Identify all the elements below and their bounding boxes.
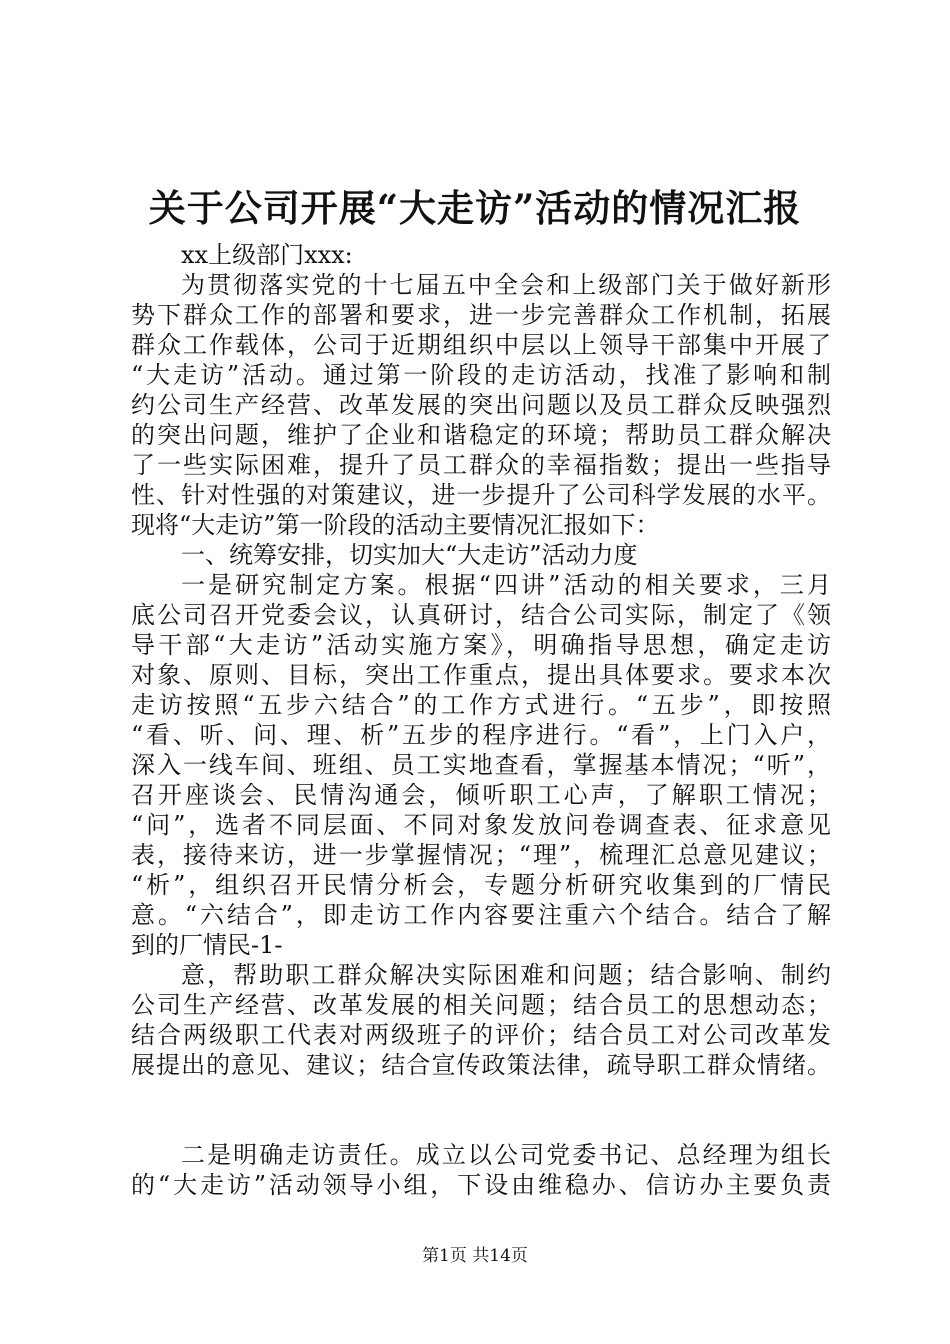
paragraph-line: 走访按照“五步六结合”的工作方式进行。“五步”，即按照 (131, 691, 831, 719)
paragraph-line: “看、听、问、理、析”五步的程序进行。“看”，上门入户， (131, 721, 831, 749)
paragraph-line: 二是明确走访责任。成立以公司党委书记、总经理为组长 (181, 1141, 831, 1169)
paragraph-line: 意，帮助职工群众解决实际困难和问题；结合影响、制约 (181, 961, 831, 989)
salutation: xx上级部门xxx: (181, 241, 353, 269)
paragraph-line: 性、针对性强的对策建议，进一步提升了公司科学发展的水平。 (131, 481, 831, 509)
paragraph-line: 意。“六结合”，即走访工作内容要注重六个结合。结合了解 (131, 901, 831, 929)
paragraph-line: 深入一线车间、班组、员工实地查看，掌握基本情况；“听”， (131, 751, 831, 779)
paragraph-line: 现将“大走访”第一阶段的活动主要情况汇报如下： (131, 511, 660, 539)
paragraph-line: 的“大走访”活动领导小组，下设由维稳办、信访办主要负责 (131, 1171, 831, 1199)
paragraph-line: 展提出的意见、建议；结合宣传政策法律，疏导职工群众情绪。 (131, 1051, 831, 1079)
page-number: 第1页 共14页 (422, 1246, 528, 1266)
paragraph-line: 为贯彻落实党的十七届五中全会和上级部门关于做好新形 (181, 271, 831, 299)
paragraph-line: 约公司生产经营、改革发展的突出问题以及员工群众反映强烈 (131, 391, 831, 419)
paragraph-line: 底公司召开党委会议，认真研讨，结合公司实际，制定了《领 (131, 601, 831, 629)
paragraph-line: 的突出问题，维护了企业和谐稳定的环境；帮助员工群众解决 (131, 421, 831, 449)
document-body (131, 240, 831, 1200)
paragraph-line: 召开座谈会、民情沟通会，倾听职工心声，了解职工情况； (131, 781, 831, 809)
paragraph-line: 结合两级职工代表对两级班子的评价；结合员工对公司改革发 (131, 1021, 831, 1049)
paragraph-gap (131, 1080, 831, 1140)
paragraph-line: “问”，选者不同层面、不同对象发放问卷调查表、征求意见 (131, 811, 831, 839)
document-title: 关于公司开展“大走访”活动的情况汇报 (148, 186, 802, 230)
paragraph-line: 导干部“大走访”活动实施方案》，明确指导思想，确定走访 (131, 631, 831, 659)
paragraph-line: 群众工作载体，公司于近期组织中层以上领导干部集中开展了 (131, 331, 831, 359)
paragraph-line: 到的厂情民-1- (131, 931, 283, 959)
paragraph-line: 表，接待来访，进一步掌握情况；“理”，梳理汇总意见建议； (131, 841, 831, 869)
paragraph-line: 势下群众工作的部署和要求，进一步完善群众工作机制，拓展 (131, 301, 831, 329)
paragraph-line: 对象、原则、目标，突出工作重点，提出具体要求。要求本次 (131, 661, 831, 689)
paragraph-line: “析”，组织召开民情分析会，专题分析研究收集到的厂情民 (131, 871, 831, 899)
paragraph-line: 一是研究制定方案。根据“四讲”活动的相关要求，三月 (181, 571, 831, 599)
paragraph-line: “大走访”活动。通过第一阶段的走访活动，找准了影响和制 (131, 361, 831, 389)
section-heading: 一、统筹安排，切实加大“大走访”活动力度 (181, 541, 638, 569)
paragraph-line: 了一些实际困难，提升了员工群众的幸福指数；提出一些指导 (131, 451, 831, 479)
paragraph-line: 公司生产经营、改革发展的相关问题；结合员工的思想动态； (131, 991, 831, 1019)
